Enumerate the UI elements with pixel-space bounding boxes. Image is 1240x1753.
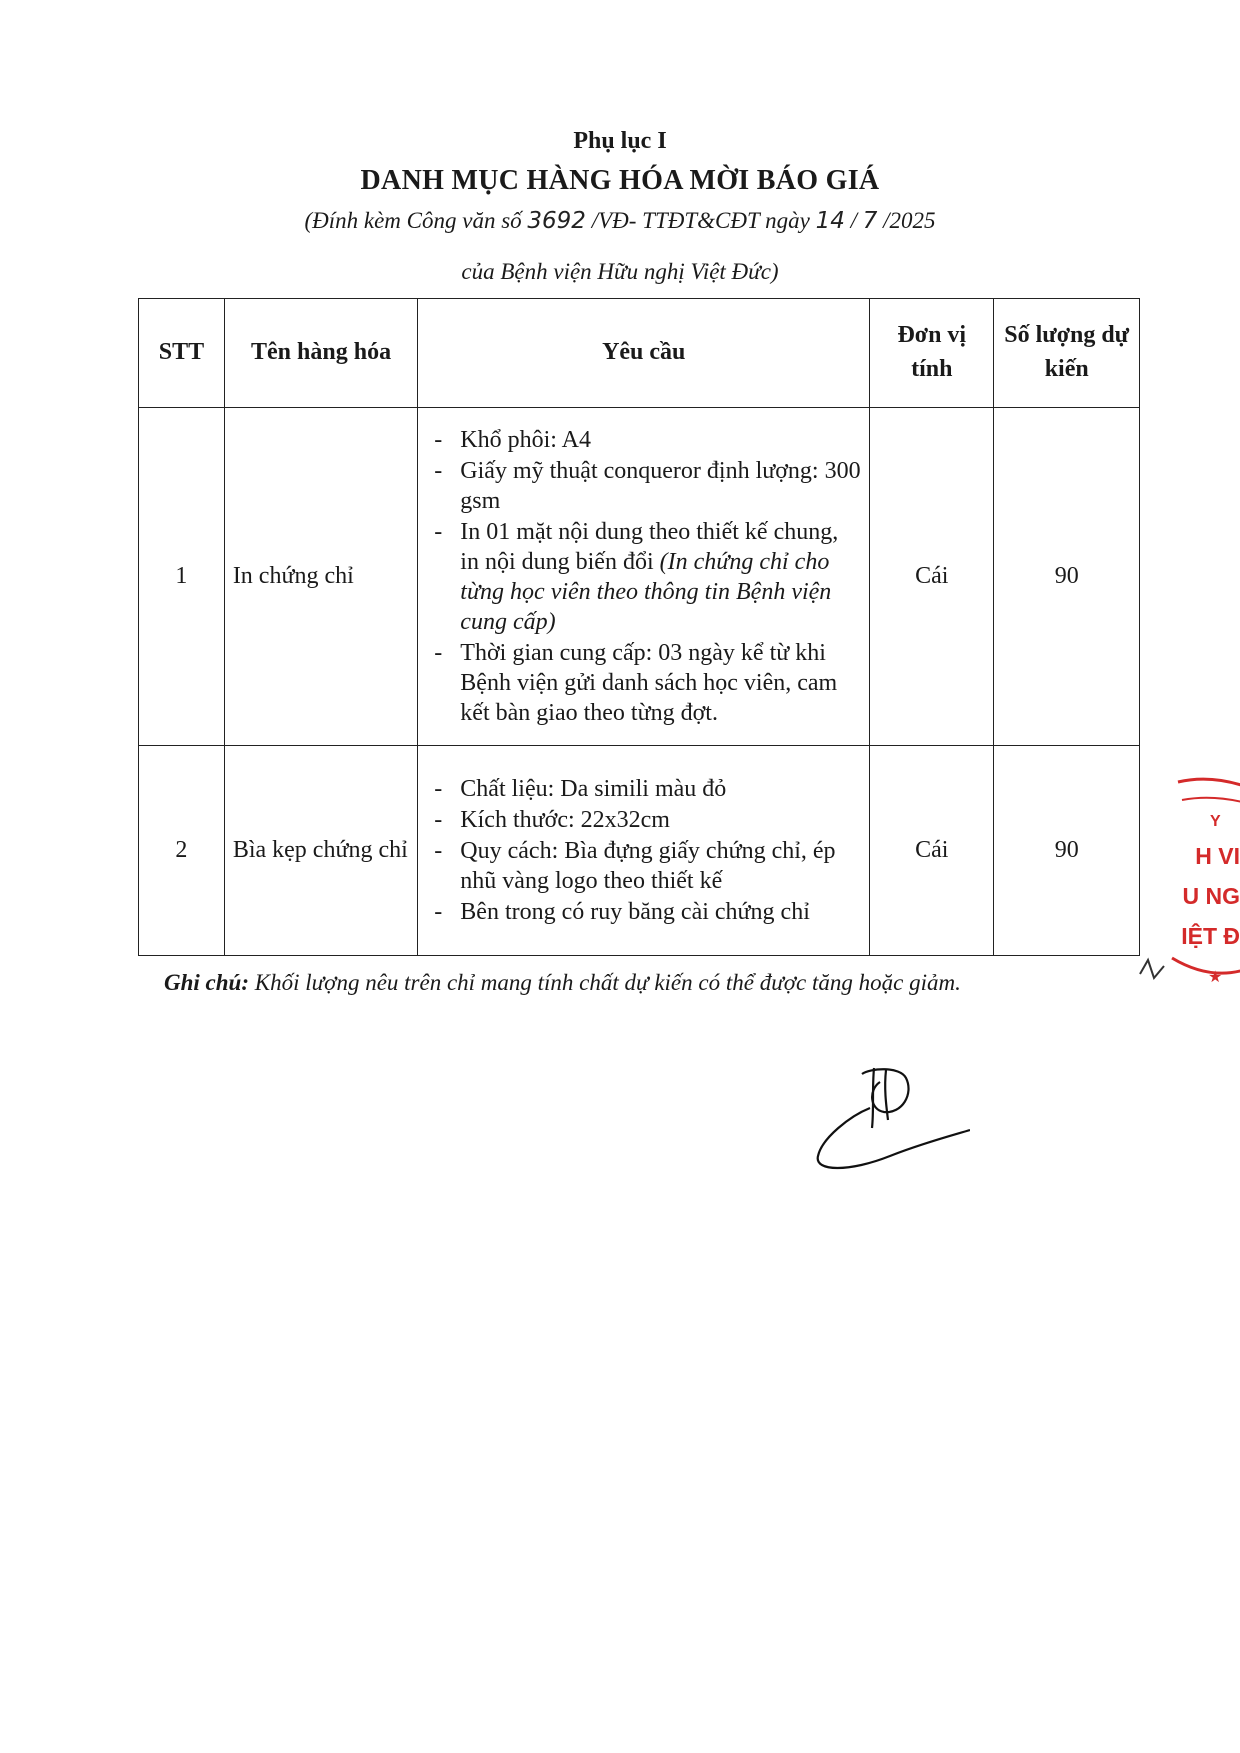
requirement-text: In 01 mặt nội dung theo thiết kế chung, in nội dung biến đổi [460,519,839,575]
attachment-line: (Đính kèm Công văn số 3692 /VĐ- TTĐT&CĐT ngày 14 / 7 /2025 [304,208,936,234]
requirement-item: - Thời gian cung cấp: 03 ngày kể từ khi Bệnh viện gửi danh sách học viên, cam kết bàn giao theo từng đợt. [426,638,861,728]
row-stt: 2 [139,746,225,956]
col-requirements-header: Yêu cầu [418,299,870,408]
row-unit: Cái [870,408,994,746]
handwritten-signature [810,1060,970,1180]
requirement-item: - Kích thước: 22x32cm [426,805,861,835]
goods-table [138,298,1140,956]
col-unit-header: Đơn vị tính [870,299,994,408]
requirement-item: - Bên trong có ruy băng cài chứng chỉ [426,897,861,927]
requirement-item: - Chất liệu: Da simili màu đỏ [426,774,861,804]
date-year: /2025 [877,208,936,233]
requirement-item: - Quy cách: Bìa đựng giấy chứng chỉ, ép nhũ vàng logo theo thiết kế [426,836,861,896]
row-unit: Cái [870,746,994,956]
svg-text:★: ★ [1208,967,1223,986]
svg-text:Y: Y [1210,813,1221,830]
col-name-header: Tên hàng hóa [224,299,417,408]
table-row [139,408,1140,746]
requirement-item: - Khổ phôi: A4 [426,425,861,455]
official-seal [1132,770,1240,1000]
attach-prefix: (Đính kèm Công văn số [304,208,528,233]
row-requirements [418,408,870,746]
seal-text-line: IỆT Đ [1181,923,1240,949]
footnote-label: Ghi chú: [164,970,249,995]
date-month: 7 [862,208,878,234]
document-title: DANH MỤC HÀNG HÓA MỜI BÁO GIÁ [360,165,880,196]
row-name: Bìa kẹp chứng chỉ [224,746,417,956]
dispatch-number: 3692 [527,208,586,234]
row-quantity: 90 [994,408,1140,746]
row-requirements [418,746,870,956]
seal-text-line: U NG [1182,883,1240,909]
footnote-text: Khối lượng nêu trên chỉ mang tính chất dự kiến có thể được tăng hoặc giảm. [249,970,961,995]
issuer-line: của Bệnh viện Hữu nghị Việt Đức) [461,259,779,284]
requirement-note: (In chứng chỉ cho từng học viên theo thông tin Bệnh viện cung cấp) [460,549,832,635]
requirement-item [426,517,861,637]
footnote [164,970,961,996]
table-row [139,746,1140,956]
row-quantity: 90 [994,746,1140,956]
row-name: In chứng chỉ [224,408,417,746]
col-stt-header: STT [139,299,225,408]
requirement-item: - Giấy mỹ thuật conqueror định lượng: 300 gsm [426,456,861,516]
date-day: 14 [815,208,845,234]
appendix-label: Phụ lục I [573,128,667,154]
attach-mid: /VĐ- TTĐT&CĐT ngày [585,208,816,233]
col-quantity-header: Số lượng dự kiến [994,299,1140,408]
row-stt: 1 [139,408,225,746]
seal-text-line: H VI [1195,843,1240,869]
table-header-row [139,299,1140,408]
